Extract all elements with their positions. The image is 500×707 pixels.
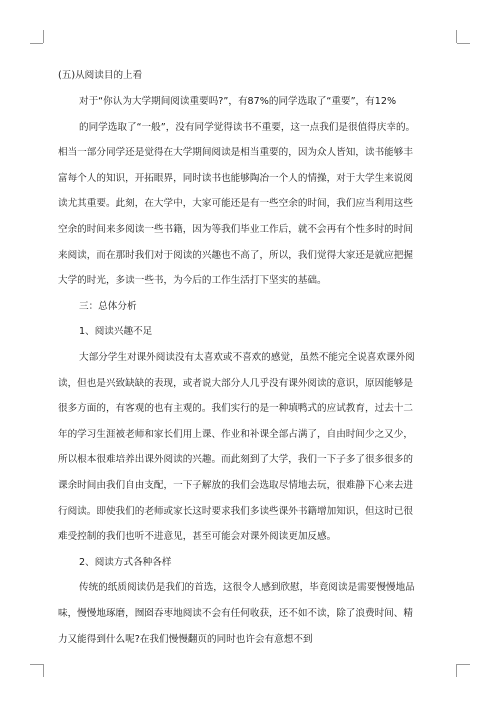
paragraph-line: 读，但也是兴致缺缺的表现，或者说大部分人几乎没有课外阅读的意识，原因能够是 — [58, 378, 413, 389]
paragraph-line: 富每个人的知识，开拓眼界，同时读书也能够陶冶一个人的情操，对于大学生来说阅 — [58, 173, 413, 184]
subheading-reading-interest: 1、阅读兴趣不足 — [79, 326, 153, 337]
paragraph-line: 所以根本很难培养出课外阅读的兴趣。而此刻到了大学，我们一下子多了很多很多的 — [58, 454, 413, 465]
section-heading-overall-analysis: 三：总体分析 — [79, 301, 137, 312]
crop-mark-bottom-right-h — [457, 664, 470, 665]
paragraph-line: 课余时间由我们自由支配，一下子解放的我们会选取尽情地去玩，很难静下心来去进 — [58, 480, 413, 491]
paragraph-line: 很多方面的，有客观的也有主观的。我们实行的是一种填鸭式的应试教育，过去十二 — [58, 403, 413, 414]
paragraph-line: 年的学习生涯被老师和家长们用上课、作业和补课全部占满了，自由时间少之又少， — [58, 429, 413, 440]
subheading-reading-methods: 2、阅读方式各种各样 — [79, 557, 172, 568]
paragraph-line: 难受控制的我们也听不进意见，甚至可能会对课外阅读更加反感。 — [58, 531, 337, 542]
section-heading-reading-purpose: (五)从阅读目的上看 — [58, 70, 143, 81]
crop-mark-top-right-h — [457, 43, 470, 44]
paragraph-line: 空余的时间来多阅读一些书籍，因为等我们毕业工作后，就不会再有个性多时的时间 — [58, 224, 413, 235]
paragraph-line: 相当一部分同学还是觉得在大学期间阅读是相当重要的，因为众人皆知，读书能够丰 — [58, 147, 413, 158]
paragraph-line: 的同学选取了“一般”，没有同学觉得读书不重要，这一点我们是很值得庆幸的。 — [79, 122, 416, 133]
paragraph-line: 大部分学生对课外阅读没有太喜欢或不喜欢的感觉，虽然不能完全说喜欢课外阅 — [79, 352, 415, 363]
paragraph-line: 对于“你认为大学期间阅读重要吗?”，有87%的同学选取了“重要”，有12% — [79, 96, 397, 107]
paragraph-line: 味，慢慢地琢磨，囫囵吞枣地阅读不会有任何收获，还不如不读，除了浪费时间、精 — [58, 608, 413, 619]
paragraph-line: 读尤其重要。此刻，在大学中，大家可能还是有一些空余的时间，我们应当利用这些 — [58, 198, 413, 209]
crop-mark-bottom-right-v — [456, 664, 457, 677]
crop-mark-top-left-v — [43, 30, 44, 43]
paragraph-line: 大学的时光，多读一些书，为今后的工作生活打下坚实的基础。 — [58, 275, 327, 286]
crop-mark-top-left-h — [30, 43, 43, 44]
crop-mark-top-right-v — [456, 30, 457, 43]
paragraph-line: 传统的纸质阅读仍是我们的首选，这很令人感到欣慰，毕竟阅读是需要慢慢地品 — [79, 582, 415, 593]
crop-mark-bottom-left-v — [43, 664, 44, 677]
paragraph-line: 来阅读，而在那时我们对于阅读的兴趣也不高了，所以，我们觉得大家还是就应把握 — [58, 250, 413, 261]
paragraph-line: 力又能得到什么呢?在我们慢慢翻页的同时也许会有意想不到 — [58, 634, 313, 645]
crop-mark-bottom-left-h — [30, 664, 43, 665]
paragraph-line: 行阅读。即使我们的老师或家长这时要求我们多读些课外书籍增加知识，但这时已很 — [58, 506, 413, 517]
